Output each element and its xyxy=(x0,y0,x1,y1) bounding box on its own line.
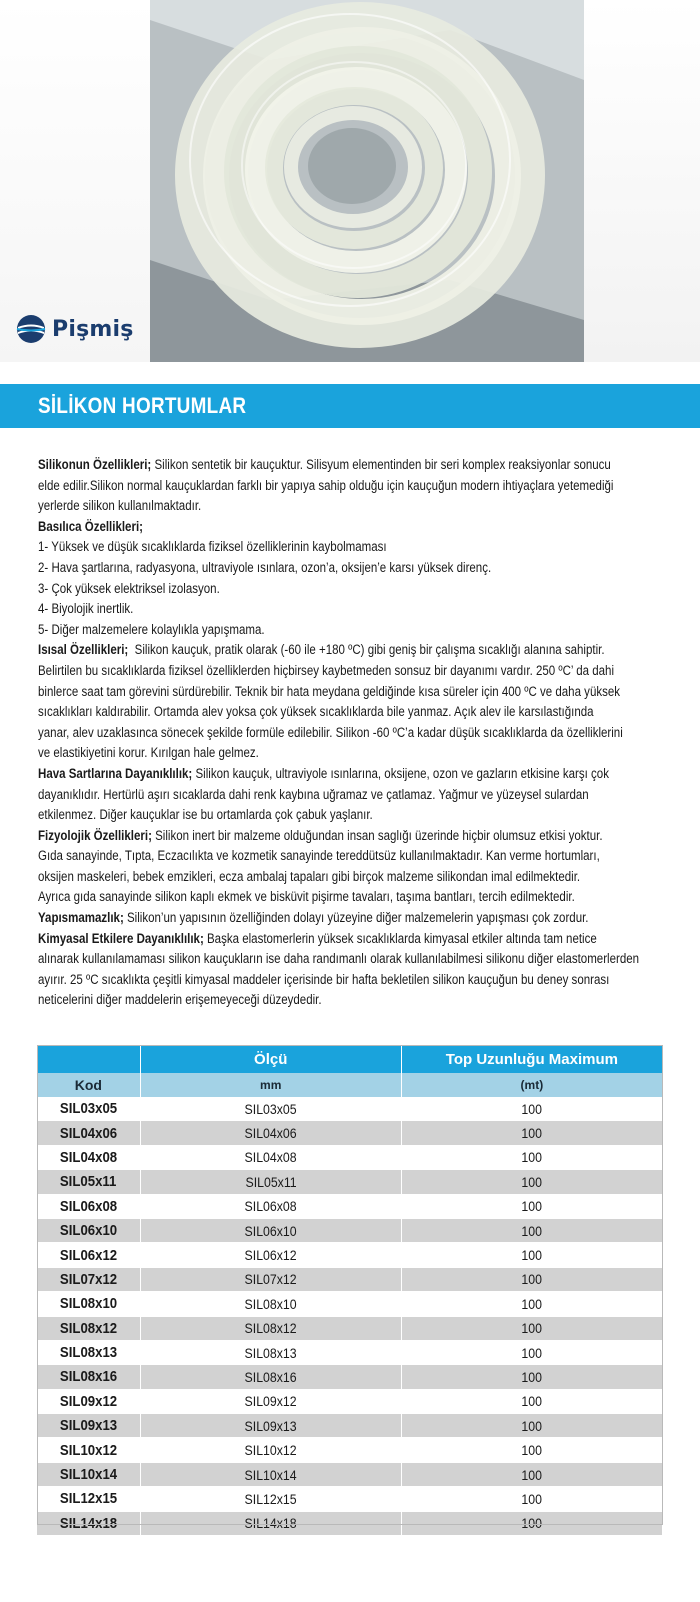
cell-olcu-text: SIL09x13 xyxy=(244,1417,297,1434)
table-header-top xyxy=(37,1045,663,1073)
cell-olcu-text: SIL08x16 xyxy=(244,1368,297,1385)
cell-olcu-text: SIL06x08 xyxy=(244,1198,297,1215)
text-line-body: yanar, alev uzaklasınca sönecek şekilde formüle edilebilir. Silikon -60 ºC’a kadar düşük sıcaklıklarda da özelliklerini xyxy=(38,724,623,740)
cell-uzunluk-text: 100 xyxy=(521,1368,543,1385)
cell-olcu xyxy=(140,1389,401,1413)
cell-uzunluk xyxy=(401,1365,662,1389)
text-line xyxy=(38,640,640,661)
text-line-body: etkilenmez. Diğer kauçuklar ise bu ortamlarda çok çabuk yaşlanır. xyxy=(38,807,373,823)
cell-uzunluk xyxy=(401,1438,662,1462)
table-row xyxy=(37,1145,663,1169)
text-line xyxy=(38,476,640,497)
cell-kod xyxy=(37,1145,140,1169)
text-line-body: yerlerde silikon kullanılmaktadır. xyxy=(38,498,202,514)
text-line xyxy=(38,496,640,517)
cell-kod-text: SIL09x12 xyxy=(59,1392,117,1410)
text-line xyxy=(38,908,640,929)
text-line xyxy=(38,537,640,558)
cell-uzunluk xyxy=(401,1097,662,1121)
cell-uzunluk xyxy=(401,1170,662,1194)
cell-olcu xyxy=(140,1218,401,1242)
cell-kod xyxy=(37,1316,140,1340)
table-row xyxy=(37,1487,663,1511)
cell-olcu xyxy=(140,1097,401,1121)
hero-left-background xyxy=(0,0,150,362)
text-line xyxy=(38,826,640,847)
cell-olcu-text: SIL07x12 xyxy=(244,1271,297,1288)
text-line-body: sıcaklıkları kaldırabilir. Ortamda alev yoksa çok yüksek sıcaklıklarda bile yanmaz. Açık alev ile karsılastığında xyxy=(38,704,594,720)
cell-olcu-text: SIL06x12 xyxy=(244,1247,297,1264)
cell-olcu-text: SIL08x13 xyxy=(244,1344,297,1361)
cell-kod-text: SIL08x12 xyxy=(59,1319,117,1337)
cell-olcu xyxy=(140,1145,401,1169)
cell-olcu xyxy=(140,1316,401,1340)
text-line-body: Belirtilen bu sıcaklıklarda fiziksel özelliklerden hiçbirsey kaybetmeden sonsuz bir dayanımı vardır. 250 ºC’ da dahi xyxy=(38,662,615,678)
cell-uzunluk-text: 100 xyxy=(521,1149,543,1166)
cell-kod-text: SIL03x05 xyxy=(59,1100,117,1118)
text-line xyxy=(38,579,640,600)
cell-uzunluk xyxy=(401,1145,662,1169)
cell-kod xyxy=(37,1170,140,1194)
cell-kod-text: SIL12x15 xyxy=(59,1490,117,1508)
cell-kod-text: SIL06x12 xyxy=(59,1246,117,1264)
cell-olcu-text: SIL04x06 xyxy=(244,1125,297,1142)
cell-kod-text: SIL14x18 xyxy=(59,1514,117,1532)
text-line xyxy=(38,846,640,867)
brand-logo-icon xyxy=(16,314,46,344)
text-line-body: 4- Biyolojik inertlik. xyxy=(38,601,134,617)
text-line-body: elde edilir.Silikon normal kauçuklardan farklı bir yapıya sahip olduğu için kauçuğun modern ihtiyaçlara yetemediği xyxy=(38,477,614,493)
cell-kod xyxy=(37,1487,140,1511)
text-line-bold: Hava Sartlarına Dayanıklılık; xyxy=(38,765,193,781)
text-line-body: binlerce saat tam görevini sürdürebilir. Teknik bir hata meydana geldiğinde kısa süreler için 400 ºC ve daha yüksek xyxy=(38,683,621,699)
text-line xyxy=(38,764,640,785)
text-line xyxy=(38,970,640,991)
product-table xyxy=(37,1045,663,1536)
cell-kod-text: SIL06x10 xyxy=(59,1222,117,1240)
cell-uzunluk-text: 100 xyxy=(521,1442,543,1459)
table-row xyxy=(37,1097,663,1121)
text-line-body: Silikon inert bir malzeme olduğundan insan saglığı üzerinde hiçbir olumsuz etkisi yoktur. xyxy=(151,827,603,843)
cell-uzunluk xyxy=(401,1194,662,1218)
table-row xyxy=(37,1121,663,1145)
text-line xyxy=(38,620,640,641)
cell-uzunluk-text: 100 xyxy=(521,1466,543,1483)
cell-kod-text: SIL04x06 xyxy=(59,1124,117,1142)
text-line-bold: Kimyasal Etkilere Dayanıklılık; xyxy=(38,930,204,946)
cell-kod-text: SIL08x16 xyxy=(59,1368,117,1386)
cell-uzunluk-text: 100 xyxy=(521,1320,543,1337)
table-row xyxy=(37,1218,663,1242)
table-row xyxy=(37,1462,663,1486)
cell-kod-text: SIL09x13 xyxy=(59,1417,117,1435)
text-line-body: 2- Hava şartlarına, radyasyona, ultraviyole ısınlara, ozon’a, oksijen’e karsı yüksek direnç. xyxy=(38,559,492,575)
text-line xyxy=(38,949,640,970)
cell-olcu-text: SIL14x18 xyxy=(244,1515,297,1532)
table-row xyxy=(37,1365,663,1389)
text-line xyxy=(38,682,640,703)
cell-uzunluk-text: 100 xyxy=(521,1198,543,1215)
text-line-body: ve elastikiyetini korur. Kırılgan hale gelmez. xyxy=(38,745,259,761)
hose-coil-illustration xyxy=(150,0,584,362)
table-row xyxy=(37,1194,663,1218)
cell-olcu xyxy=(140,1462,401,1486)
text-line-bold: Yapısmamazlık; xyxy=(38,910,124,926)
table-row xyxy=(37,1438,663,1462)
text-line xyxy=(38,599,640,620)
text-line xyxy=(38,743,640,764)
description-text xyxy=(38,455,640,1011)
brand-logo xyxy=(16,314,134,344)
table-row xyxy=(37,1316,663,1340)
text-line-bold: Silikonun Özellikleri; xyxy=(38,457,152,472)
cell-uzunluk xyxy=(401,1414,662,1438)
cell-olcu-text: SIL09x12 xyxy=(244,1393,297,1410)
cell-uzunluk-text: 100 xyxy=(521,1344,543,1361)
cell-kod xyxy=(37,1462,140,1486)
cell-olcu-text: SIL12x15 xyxy=(244,1490,297,1507)
header-cell-mm: mm xyxy=(140,1073,401,1097)
cell-kod xyxy=(37,1121,140,1145)
cell-kod xyxy=(37,1365,140,1389)
text-line-body: 3- Çok yüksek elektriksel izolasyon. xyxy=(38,580,220,596)
table-header-sub xyxy=(37,1073,663,1097)
cell-uzunluk xyxy=(401,1487,662,1511)
text-line xyxy=(38,558,640,579)
cell-uzunluk-text: 100 xyxy=(521,1173,543,1190)
text-line xyxy=(38,661,640,682)
cell-uzunluk xyxy=(401,1316,662,1340)
cell-uzunluk xyxy=(401,1218,662,1242)
text-line-body: Başka elastomerlerin yüksek sıcaklıklarda kimyasal etkiler altında tam netice xyxy=(203,930,597,946)
cell-uzunluk xyxy=(401,1121,662,1145)
cell-kod-text: SIL10x12 xyxy=(59,1441,117,1459)
cell-olcu xyxy=(140,1194,401,1218)
text-line xyxy=(38,702,640,723)
table-row xyxy=(37,1267,663,1291)
cell-uzunluk xyxy=(401,1462,662,1486)
cell-uzunluk-text: 100 xyxy=(521,1490,543,1507)
cell-uzunluk-text: 100 xyxy=(521,1271,543,1288)
section-title-band xyxy=(0,384,700,428)
text-line-body: neticelerini diğer maddelerin erişemeyeceği düzeydedir. xyxy=(38,992,322,1008)
cell-kod-text: SIL10x14 xyxy=(59,1466,117,1484)
text-line xyxy=(38,805,640,826)
cell-uzunluk xyxy=(401,1511,662,1535)
table-row xyxy=(37,1243,663,1267)
text-line xyxy=(38,887,640,908)
text-line-body: 5- Diğer malzemelere kolaylıkla yapışmama. xyxy=(38,621,265,637)
table-row xyxy=(37,1292,663,1316)
cell-olcu xyxy=(140,1438,401,1462)
text-line-body: 1- Yüksek ve düşük sıcaklıklarda fiziksel özelliklerinin kaybolmaması xyxy=(38,539,387,555)
cell-kod xyxy=(37,1267,140,1291)
text-line-body: Silikon kauçuk, pratik olarak (-60 ile +180 ºC) gibi geniş bir çalışma sıcaklığı alanına sahiptir. xyxy=(128,642,605,658)
cell-kod xyxy=(37,1414,140,1438)
text-line-body: dayanıklıdır. Hertürlü aşırı sıcaklarda dahi renk kaybına uğramaz ve çatlamaz. Yağmur ve yüzeysel sulardan xyxy=(38,786,589,802)
cell-olcu xyxy=(140,1365,401,1389)
header-cell-olcu: Ölçü xyxy=(140,1045,401,1073)
cell-kod xyxy=(37,1097,140,1121)
text-line-body: ayırır. 25 ºC sıcaklıkta çeşitli kimyasal maddeler içerisinde bir hafta bekletilen silikon kauçuğun bu deney sonrası xyxy=(38,971,610,987)
cell-kod-text: SIL06x08 xyxy=(59,1197,117,1215)
header-cell-top-uzunlugu: Top Uzunluğu Maximum xyxy=(401,1045,662,1073)
cell-kod xyxy=(37,1438,140,1462)
cell-olcu-text: SIL06x10 xyxy=(244,1222,297,1239)
text-line-body: Silikon sentetik bir kauçuktur. Silisyum elementinden bir seri komplex reaksiyonlar sonucu xyxy=(151,457,611,472)
cell-kod xyxy=(37,1243,140,1267)
brand-name: Pişmiş xyxy=(52,316,134,342)
text-line-body: alınarak kullanılamaması silikon kauçukların ise daha randımanlı olarak kullanılabilmesi silikonu diğer elastomerlerden xyxy=(38,951,640,967)
cell-kod xyxy=(37,1194,140,1218)
text-line-body: oksijen maskeleri, bebek emzikleri, ecza ambalaj tapaları gibi birçok malzeme silikondan imal edilmektedir. xyxy=(38,868,581,884)
cell-olcu-text: SIL10x12 xyxy=(244,1442,297,1459)
text-line-body: Gıda sanayinde, Tıpta, Eczacılıkta ve kozmetik sanayinde tereddütsüz kullanılmaktadır. Kan verme hortumları, xyxy=(38,848,600,864)
table-row xyxy=(37,1389,663,1413)
text-line xyxy=(38,990,640,1011)
cell-olcu-text: SIL05x11 xyxy=(245,1173,297,1190)
cell-kod xyxy=(37,1389,140,1413)
cell-uzunluk-text: 100 xyxy=(521,1247,543,1264)
table-row xyxy=(37,1414,663,1438)
cell-olcu-text: SIL03x05 xyxy=(244,1100,297,1117)
cell-kod xyxy=(37,1340,140,1364)
text-line xyxy=(38,723,640,744)
text-line xyxy=(38,867,640,888)
text-line-bold: Isısal Özellikleri; xyxy=(38,642,129,658)
cell-olcu xyxy=(140,1340,401,1364)
cell-olcu-text: SIL10x14 xyxy=(244,1466,297,1483)
cell-olcu xyxy=(140,1121,401,1145)
text-line xyxy=(38,517,640,538)
hero xyxy=(0,0,700,362)
cell-olcu xyxy=(140,1170,401,1194)
hero-right-background xyxy=(584,0,700,362)
cell-olcu xyxy=(140,1487,401,1511)
cell-uzunluk xyxy=(401,1340,662,1364)
cell-uzunluk-text: 100 xyxy=(521,1515,543,1532)
cell-olcu xyxy=(140,1267,401,1291)
cell-olcu-text: SIL04x08 xyxy=(244,1149,297,1166)
cell-olcu-text: SIL08x10 xyxy=(244,1295,297,1312)
cell-uzunluk-text: 100 xyxy=(521,1125,543,1142)
cell-olcu xyxy=(140,1292,401,1316)
cell-kod-text: SIL04x08 xyxy=(59,1148,117,1166)
cell-kod-text: SIL07x12 xyxy=(59,1270,117,1288)
cell-olcu xyxy=(140,1511,401,1535)
table-row xyxy=(37,1170,663,1194)
product-photo-silicone-hose-coil xyxy=(150,0,584,362)
cell-uzunluk-text: 100 xyxy=(521,1417,543,1434)
cell-kod xyxy=(37,1218,140,1242)
text-line-body: Ayrıca gıda sanayinde silikon kaplı ekmek ve bisküvit pişirme tavaları, taşıma bantları, tercih edilmektedir. xyxy=(38,889,575,905)
cell-olcu-text: SIL08x12 xyxy=(244,1320,297,1337)
cell-uzunluk-text: 100 xyxy=(521,1222,543,1239)
cell-uzunluk xyxy=(401,1267,662,1291)
cell-uzunluk-text: 100 xyxy=(521,1100,543,1117)
text-line-body: Silikon kauçuk, ultraviyole ısınlarına, oksijene, ozon ve gazların etkisine karşı çok xyxy=(192,765,609,781)
text-line-body: Silikon’un yapısının özelliğinden dolayı yüzeyine diğer malzemelerin yapışması çok zordur. xyxy=(123,910,589,926)
cell-kod xyxy=(37,1292,140,1316)
text-line xyxy=(38,455,640,476)
table-row xyxy=(37,1511,663,1535)
header-cell-empty xyxy=(37,1045,140,1073)
cell-olcu xyxy=(140,1414,401,1438)
cell-kod-text: SIL08x13 xyxy=(59,1344,117,1362)
cell-uzunluk-text: 100 xyxy=(521,1393,543,1410)
text-line xyxy=(38,929,640,950)
cell-kod-text: SIL05x11 xyxy=(60,1173,117,1191)
text-line-bold: Fizyolojik Özellikleri; xyxy=(38,827,152,843)
header-cell-kod: Kod xyxy=(37,1073,140,1097)
cell-uzunluk xyxy=(401,1243,662,1267)
cell-uzunluk-text: 100 xyxy=(521,1295,543,1312)
cell-uzunluk xyxy=(401,1292,662,1316)
cell-kod xyxy=(37,1511,140,1535)
table-row xyxy=(37,1340,663,1364)
text-line-bold: Basılıca Özellikleri; xyxy=(38,518,143,534)
text-line xyxy=(38,785,640,806)
cell-kod-text: SIL08x10 xyxy=(59,1295,117,1313)
header-cell-mt: (mt) xyxy=(401,1073,662,1097)
cell-uzunluk xyxy=(401,1389,662,1413)
page-title: SİLİKON HORTUMLAR xyxy=(38,393,247,418)
cell-olcu xyxy=(140,1243,401,1267)
